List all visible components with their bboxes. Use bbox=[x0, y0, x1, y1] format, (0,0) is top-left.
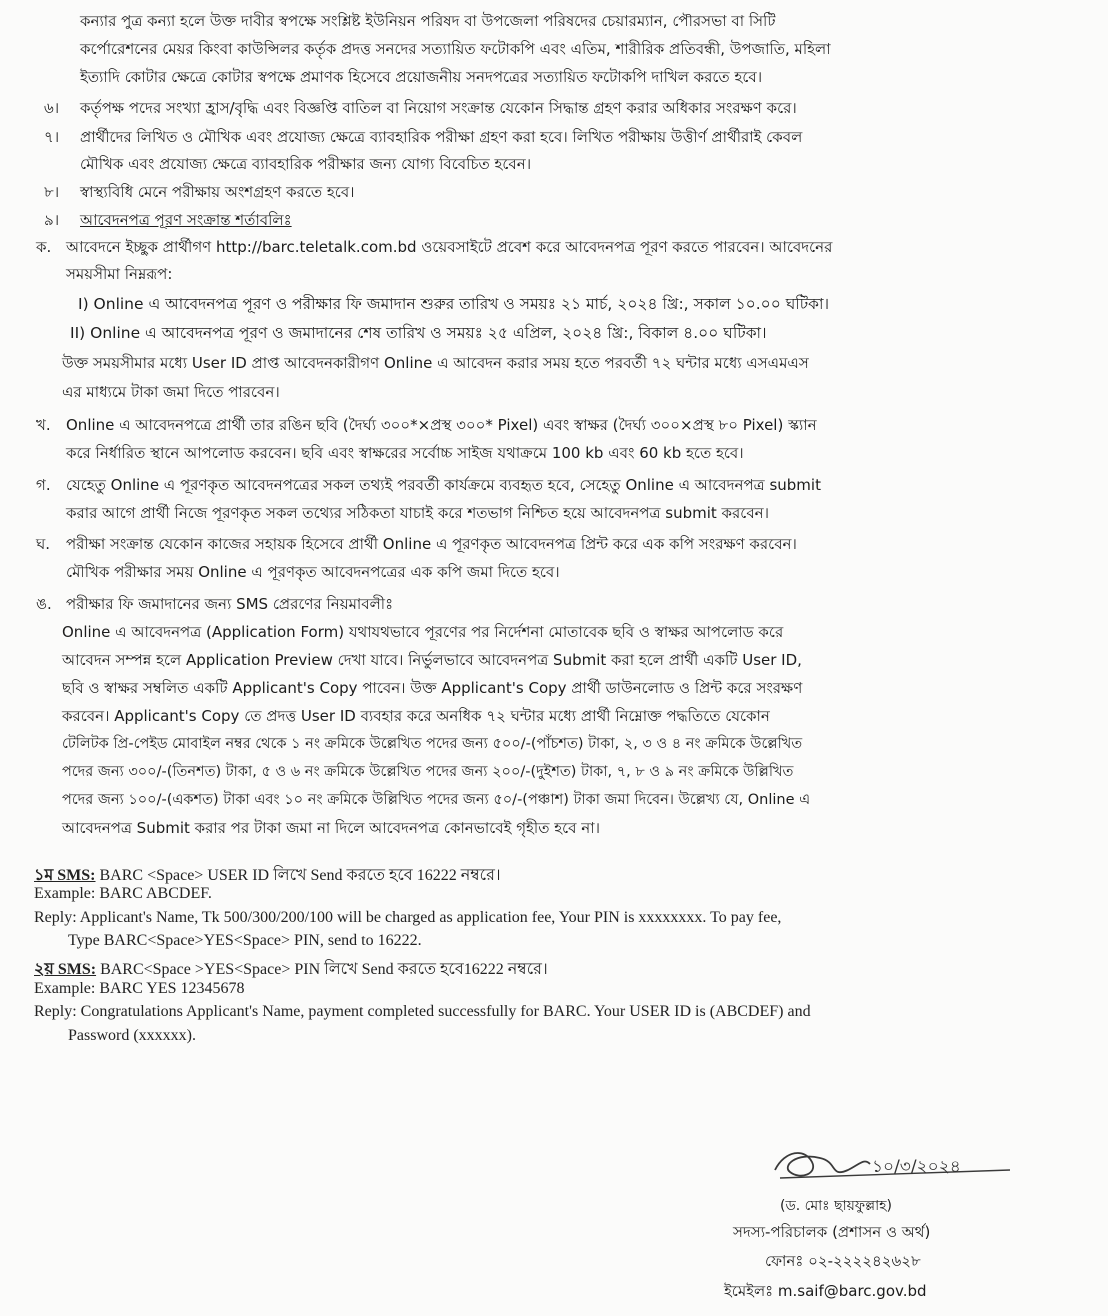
uma-label: ঙ. bbox=[36, 595, 52, 613]
signatory-designation: সদস্য-পরিচালক (প্রশাসন ও অর্থ) bbox=[733, 1223, 931, 1241]
ga-label: গ. bbox=[36, 476, 51, 494]
ka-line-2: সময়সীমা নিম্নরূপ: bbox=[66, 265, 173, 283]
signatory-email: ইমেইলঃ m.saif@barc.gov.bd bbox=[724, 1282, 927, 1300]
signature-scribble bbox=[760, 1140, 1020, 1192]
ga-line-1: যেহেতু Online এ পূরণকৃত আবেদনপত্রের সকল তথ্যই পরবর্তী কার্যক্রমে ব্যবহৃত হবে, সেহেতু Online এ আবেদনপত্র submit bbox=[66, 476, 821, 494]
uma-line-7: পদের জন্য ১০০/-(একশত) টাকা এবং ১০ নং ক্রমিকে উল্লিখিত পদের জন্য ৫০/-(পঞ্চাশ) টাকা জমা দিবেন। উল্লেখ্য যে, Online এ bbox=[62, 792, 811, 808]
signature-date: ১০/৩/২০২৪ bbox=[872, 1157, 961, 1177]
intro-line-3: ইত্যাদি কোটার ক্ষেত্রে কোটার স্বপক্ষে প্রমাণক হিসেবে প্রয়োজনীয় সনদপত্রের সত্যায়িত ফটোকপি দাখিল করতে হবে। bbox=[80, 68, 763, 86]
sms-reply-2b: Password (xxxxxx). bbox=[68, 1027, 196, 1044]
item-6-number: ৬। bbox=[44, 99, 60, 117]
uma-heading: পরীক্ষার ফি জমাদানের জন্য SMS প্রেরণের নিয়মাবলীঃ bbox=[66, 595, 394, 613]
kha-line-2: করে নির্ধারিত স্থানে আপলোড করবেন। ছবি এবং স্বাক্ষরের সর্বোচ্চ সাইজ যথাক্রমে 100 kb এবং 60 kb হতে হবে। bbox=[66, 444, 744, 462]
item-8-text: স্বাস্থ্যবিধি মেনে পরীক্ষায় অংশগ্রহণ করতে হবে। bbox=[80, 183, 355, 201]
gha-line-2: মৌখিক পরীক্ষার সময় Online এ পূরণকৃত আবেদনপত্রের এক কপি জমা দিতে হবে। bbox=[66, 563, 560, 581]
ka-date-start: I) Online এ আবেদনপত্র পূরণ ও পরীক্ষার ফি জমাদান শুরুর তারিখ ও সময়ঃ ২১ মার্চ, ২০২৪ খ্রি:, সকাল ১০.০০ ঘটিকা। bbox=[78, 295, 830, 313]
ka-label: ক. bbox=[36, 238, 52, 256]
item-9-number: ৯। bbox=[44, 211, 60, 229]
sms-reply-1a: Reply: Applicant's Name, Tk 500/300/200/100 will be charged as application fee, Your PIN is xxxxxxxx. To pay fee, bbox=[34, 909, 782, 926]
kha-label: খ. bbox=[36, 416, 51, 434]
signatory-phone: ফোনঃ ০২-২২২২৪২৬২৮ bbox=[765, 1252, 921, 1270]
uma-line-5: টেলিটক প্রি-পেইড মোবাইল নম্বর থেকে ১ নং ক্রমিকে উল্লেখিত পদের জন্য ৫০০/-(পাঁচশত) টাকা, ২, ৩ ও ৪ নং ক্রমিকে উল্লেখিত bbox=[62, 736, 803, 752]
gha-label: ঘ. bbox=[36, 535, 51, 553]
ka-date-end: II) Online এ আবেদনপত্র পূরণ ও জমাদানের শেষ তারিখ ও সময়ঃ ২৫ এপ্রিল, ২০২৪ খ্রি:, বিকাল ৪.০০ ঘটিকা। bbox=[70, 324, 767, 342]
sms-reply-2a: Reply: Congratulations Applicant's Name, payment completed successfully for BARC. Your USER ID is (ABCDEF) and bbox=[34, 1003, 811, 1020]
item-9-heading: আবেদনপত্র পূরণ সংক্রান্ত শর্তাবলিঃ bbox=[80, 211, 292, 229]
uma-line-4: করবেন। Applicant's Copy তে প্রদত্ত User ID ব্যবহার করে অনধিক ৭২ ঘন্টার মধ্যে প্রার্থী নিম্নোক্ত পদ্ধতিতে যেকোন bbox=[62, 707, 770, 725]
uma-line-2: আবেদন সম্পন্ন হলে Application Preview দেখা যাবে। নির্ভুলভাবে আবেদনপত্র Submit করা হলে প্রার্থী একটি User ID, bbox=[62, 651, 802, 669]
gha-line-1: পরীক্ষা সংক্রান্ত যেকোন কাজের সহায়ক হিসেবে প্রার্থী Online এ পূরণকৃত আবেদনপত্র প্রিন্ট করে এক কপি সংরক্ষণ করবেন। bbox=[66, 535, 797, 553]
item-7-number: ৭। bbox=[44, 128, 60, 146]
ka-line-4: এর মাধ্যমে টাকা জমা দিতে পারবেন। bbox=[62, 383, 280, 401]
intro-line-1: কন্যার পুত্র কন্যা হলে উক্ত দাবীর স্বপক্ষে সংশ্লিষ্ট ইউনিয়ন পরিষদ বা উপজেলা পরিষদের চেয়ারম্যান, পৌরসভা বা সিটি bbox=[80, 12, 776, 30]
uma-line-1: Online এ আবেদনপত্র (Application Form) যথাযথভাবে পূরণের পর নির্দেশনা মোতাবেক ছবি ও স্বাক্ষর আপলোড করে bbox=[62, 623, 784, 641]
uma-line-3: ছবি ও স্বাক্ষর সম্বলিত একটি Applicant's Copy পাবেন। উক্ত Applicant's Copy প্রার্থী ডাউনলোড ও প্রিন্ট করে সংরক্ষণ bbox=[62, 679, 803, 697]
sms-example-1: Example: BARC ABCDEF. bbox=[34, 885, 212, 902]
sms-first-label: ১ম SMS: bbox=[34, 867, 96, 884]
item-7-text-2: মৌখিক এবং প্রযোজ্য ক্ষেত্রে ব্যাবহারিক পরীক্ষার জন্য যোগ্য বিবেচিত হবেন। bbox=[80, 155, 532, 173]
uma-line-6: পদের জন্য ৩০০/-(তিনশত) টাকা, ৫ ও ৬ নং ক্রমিকে উল্লেখিত পদের জন্য ২০০/-(দুইশত) টাকা, ৭, ৮ ও ৯ নং ক্রমিকে উল্লিখিত bbox=[62, 764, 794, 780]
item-8-number: ৮। bbox=[44, 183, 60, 201]
ka-line-1: আবেদনে ইচ্ছুক প্রার্থীগণ http://barc.teletalk.com.bd ওয়েবসাইটে প্রবেশ করে আবেদনপত্র পূরণ করতে পারবেন। আবেদনের bbox=[66, 238, 833, 256]
ga-line-2: করার আগে প্রার্থী নিজে পূরণকৃত সকল তথ্যের সঠিকতা যাচাই করে শতভাগ নিশ্চিত হয়ে আবেদনপত্র submit করবেন। bbox=[66, 504, 769, 522]
kha-line-1: Online এ আবেদনপত্রে প্রার্থী তার রঙিন ছবি (দৈর্ঘ্য ৩০০*×প্রস্থ ৩০০* Pixel) এবং স্বাক্ষর (দৈর্ঘ্য ৩০০×প্রস্থ ৮০ Pixel) স্ক্যান bbox=[66, 416, 817, 434]
item-7-text-1: প্রার্থীদের লিখিত ও মৌখিক এবং প্রযোজ্য ক্ষেত্রে ব্যাবহারিক পরীক্ষা গ্রহণ করা হবে। লিখিত পরীক্ষায় উত্তীর্ণ প্রার্থীরাই কেবল bbox=[80, 128, 803, 146]
signatory-name: (ড. মোঃ ছায়ফুল্লাহ) bbox=[780, 1198, 892, 1214]
sms-example-2: Example: BARC YES 12345678 bbox=[34, 980, 245, 997]
ka-line-3: উক্ত সময়সীমার মধ্যে User ID প্রাপ্ত আবেদনকারীগণ Online এ আবেদন করার সময় হতে পরবর্তী ৭২ ঘন্টার মধ্যে এসএমএস bbox=[62, 354, 809, 372]
sms-reply-1b: Type BARC<Space>YES<Space> PIN, send to 16222. bbox=[68, 932, 422, 949]
sms-first-text: BARC <Space> USER ID লিখে Send করতে হবে 16222 নম্বরে। bbox=[99, 867, 501, 884]
sms-second-text: BARC<Space >YES<Space> PIN লিখে Send করতে হবে16222 নম্বরে। bbox=[100, 961, 548, 978]
uma-line-8: আবেদনপত্র Submit করার পর টাকা জমা না দিলে আবেদনপত্র কোনভাবেই গৃহীত হবে না। bbox=[62, 819, 600, 837]
sms-second-label: ২য় SMS: bbox=[34, 961, 97, 978]
item-6-text: কর্তৃপক্ষ পদের সংখ্যা হ্রাস/বৃদ্ধি এবং বিজ্ঞপ্তি বাতিল বা নিয়োগ সংক্রান্ত যেকোন সিদ্ধান্ত গ্রহণ করার অধিকার সংরক্ষণ করে। bbox=[80, 99, 797, 117]
intro-line-2: কর্পোরেশনের মেয়র কিংবা কাউন্সিলর কর্তৃক প্রদত্ত সনদের সত্যায়িত ফটোকপি এবং এতিম, শারীরিক প্রতিবন্ধী, উপজাতি, মহিলা bbox=[80, 40, 831, 58]
sms-second bbox=[34, 956, 548, 983]
